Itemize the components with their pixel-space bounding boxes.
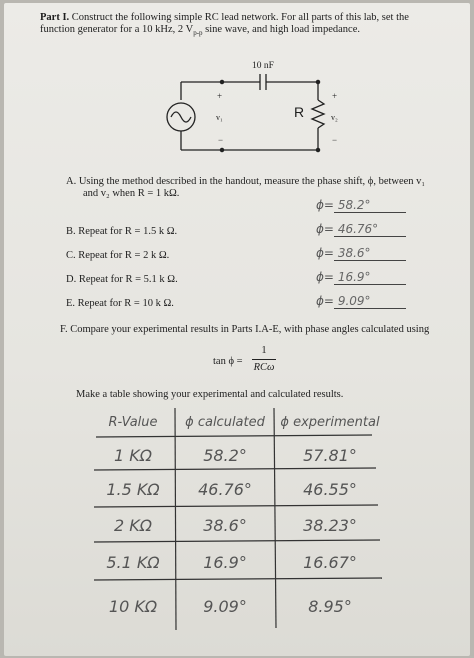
table-cell: 5.1 KΩ [106,552,160,572]
v1-minus: − [218,135,224,145]
table-cell: 2 KΩ [114,515,152,535]
table-cell: 57.81° [303,445,357,465]
heading-text-line1: Construct the following simple RC lead network. For all parts of this lab, set the [71,12,409,23]
table-header-cell: ϕ experimental [280,414,380,430]
answer-d-value: 16.9° [337,270,371,284]
heading-text-line2a: function generator for a 10 kHz, 2 V [40,24,194,35]
v2-minus: − [332,135,338,145]
table-cell: 10 KΩ [108,596,158,616]
heading-text-line2b: sine wave, and high load impedance. [202,24,360,35]
question-e: E. Repeat for R = 10 k Ω. [66,298,174,309]
part-label: Part I. [40,12,70,23]
v2-plus: + [332,91,338,101]
question-c: C. Repeat for R = 2 k Ω. [66,250,170,261]
table-cell: 9.09° [203,596,247,616]
table-cell: 1.5 KΩ [106,479,160,499]
table-cell: 16.67° [303,552,357,572]
table-cell: 46.76° [198,479,252,499]
question-f: F. Compare your experimental results in Parts I.A-E, with phase angles calculated using [60,324,430,335]
answer-c-value: 38.6° [337,246,371,260]
table-vline [175,408,176,630]
table-cell: 58.2° [203,445,247,465]
phi-prefix: ϕ= [316,294,334,308]
vpp-subscript: p-p [193,29,203,38]
table-vline [274,408,276,628]
question-d: D. Repeat for R = 5.1 k Ω. [66,274,178,285]
table-header-cell: R-Value [108,414,158,430]
table-cell: 16.9° [203,552,247,572]
phi-prefix: ϕ= [316,198,334,212]
phi-prefix: ϕ= [316,246,334,260]
formula-numerator: 1 [261,345,267,356]
question-b: B. Repeat for R = 1.5 k Ω. [66,226,178,237]
table-cell: 38.23° [303,515,357,535]
capacitor-label: 10 nF [252,61,274,71]
table-cell: 46.55° [303,479,357,499]
phi-prefix: ϕ= [316,270,334,284]
answer-a-value: 58.2° [337,198,371,212]
formula-denominator: RCω [253,362,275,373]
answer-e-value: 9.09° [337,294,371,308]
phi-prefix: ϕ= [316,222,334,236]
answer-b-value: 46.76° [337,222,379,236]
question-a-line1: A. Using the method described in the handout, measure the phase shift, ϕ, between v₁ [66,176,426,187]
resistor-label: R [294,104,305,120]
v1-plus: + [217,91,223,101]
v1-label: v₁ [216,113,223,122]
table-instruction: Make a table showing your experimental and calculated results. [76,389,344,400]
v2-label: v₂ [331,113,338,122]
table-cell: 1 KΩ [114,445,152,465]
question-a-line2: and v₂ when R = 1 kΩ. [83,188,180,199]
table-cell: 38.6° [203,515,247,535]
table-header-cell: ϕ calculated [185,414,265,430]
table-cell: 8.95° [308,596,352,616]
formula-lhs: tan ϕ = [213,356,243,367]
